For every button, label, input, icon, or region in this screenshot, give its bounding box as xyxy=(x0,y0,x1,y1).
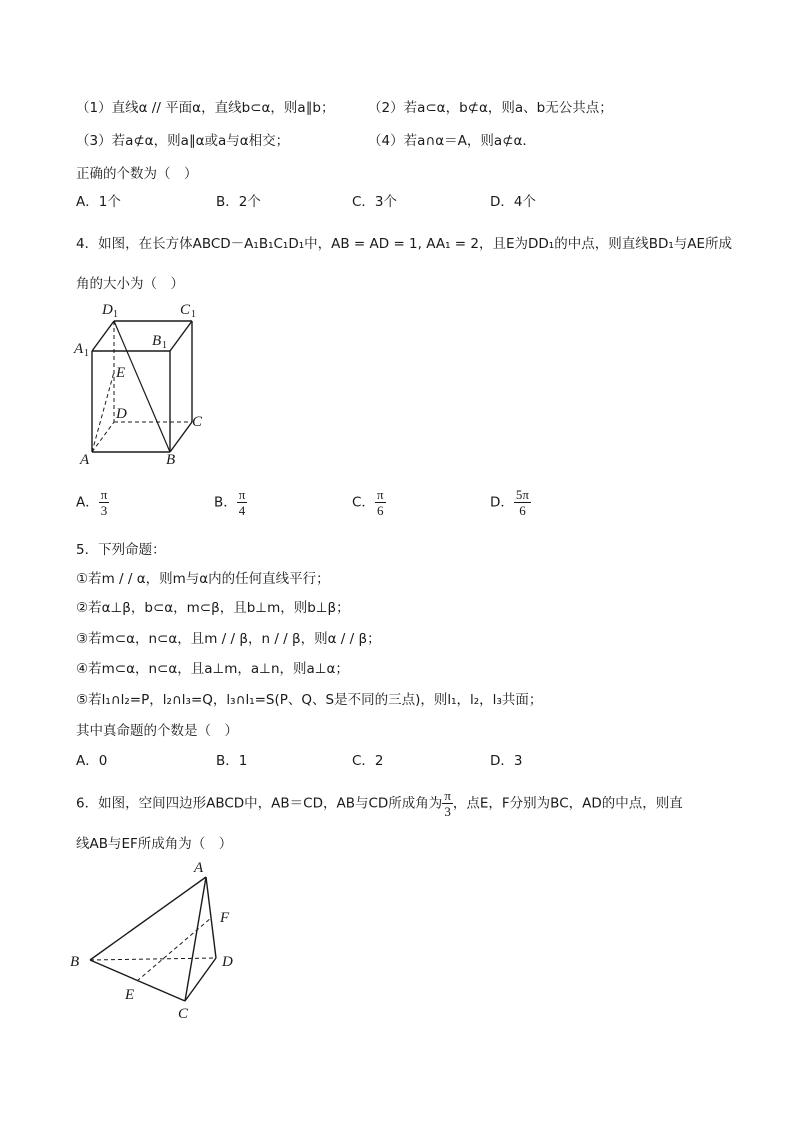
q6-question-line2: 线AB与EF所成角为（ ） xyxy=(76,836,233,852)
q3-statement-2: （2）若a⊂α，b⊄α，则a、b无公共点； xyxy=(368,100,613,116)
label-b: B xyxy=(166,452,176,468)
label-c1: C xyxy=(180,302,191,318)
label-a: A xyxy=(80,452,90,468)
q5-stem: 其中真命题的个数是（ ） xyxy=(76,723,238,739)
label-d: D xyxy=(116,406,127,422)
label-d1: D xyxy=(102,302,113,318)
q3-option-b: B．2个 xyxy=(216,194,261,210)
q5-option-b: B．1 xyxy=(216,753,248,769)
q3-option-a: A．1个 xyxy=(76,194,121,210)
svg-text:1: 1 xyxy=(84,348,89,359)
q6-tetrahedron-figure xyxy=(66,854,256,1024)
q3-statement-3: （3）若a⊄α，则a∥α或a与α相交； xyxy=(76,133,290,149)
q5-item-1: ①若m / / α，则m与α内的任何直线平行； xyxy=(76,571,330,587)
q5-option-c: C．2 xyxy=(352,753,384,769)
q4-option-a: A． $\frac{\pi}{3}$ xyxy=(76,487,108,518)
q3-option-c: C．3个 xyxy=(352,194,398,210)
q3-stem: 正确的个数为（ ） xyxy=(76,166,198,182)
q5-item-2: ②若α⊥β，b⊂α，m⊂β，且b⊥m，则b⊥β； xyxy=(76,600,350,616)
q5-item-3: ③若m⊂α，n⊂α，且m / / β，n / / β，则α / / β； xyxy=(76,631,381,647)
q3-statement-1: （1）直线α // 平面α，直线b⊂α，则a∥b； xyxy=(76,100,335,116)
label-c: C xyxy=(178,1006,189,1022)
q3-statement-4: （4）若a∩α＝A，则a⊄α． xyxy=(368,133,536,149)
q4-cuboid-figure xyxy=(70,298,220,468)
q4-option-c: C． $\frac{\pi}{6}$ xyxy=(352,487,384,518)
q5-option-a: A．0 xyxy=(76,753,108,769)
q6-question-line1: 6．如图，空间四边形ABCD中，AB＝CD，AB与CD所成角为 $\frac{\pi}{3}$ ，点E，F分别为BC，AD的中点，则直 xyxy=(76,788,683,819)
q3-option-d: D．4个 xyxy=(490,194,536,210)
label-f: F xyxy=(220,910,230,926)
label-d: D xyxy=(222,954,233,970)
q5-option-d: D．3 xyxy=(490,753,523,769)
q5-title: 5．下列命题： xyxy=(76,542,166,558)
q4-option-b: B． $\frac{\pi}{4}$ xyxy=(214,487,246,518)
label-b: B xyxy=(70,954,80,970)
label-e: E xyxy=(116,365,126,381)
label-c: C xyxy=(192,414,203,430)
q5-item-5: ⑤若l₁∩l₂=P，l₂∩l₃=Q，l₃∩l₁=S(P、Q、S是不同的三点)，则l₁，l₂，l₃共面； xyxy=(76,692,543,708)
q4-question-line2: 角的大小为（ ） xyxy=(76,276,184,292)
label-a: A xyxy=(194,860,204,876)
label-a1: A xyxy=(74,341,84,357)
label-e: E xyxy=(125,987,135,1003)
q5-item-4: ④若m⊂α，n⊂α，且a⊥m，a⊥n，则a⊥α； xyxy=(76,661,349,677)
q4-question-line1: 4．如图，在长方体ABCD－A₁B₁C₁D₁中，AB = AD = 1, AA₁ = 2，且E为DD₁的中点，则直线BD₁与AE所成 xyxy=(76,236,733,252)
q4-option-d: D． $\frac{5\pi}{6}$ xyxy=(490,487,529,518)
label-b1: B xyxy=(152,333,162,349)
svg-text:1: 1 xyxy=(113,309,118,320)
svg-text:1: 1 xyxy=(162,340,167,351)
svg-text:1: 1 xyxy=(191,309,196,320)
